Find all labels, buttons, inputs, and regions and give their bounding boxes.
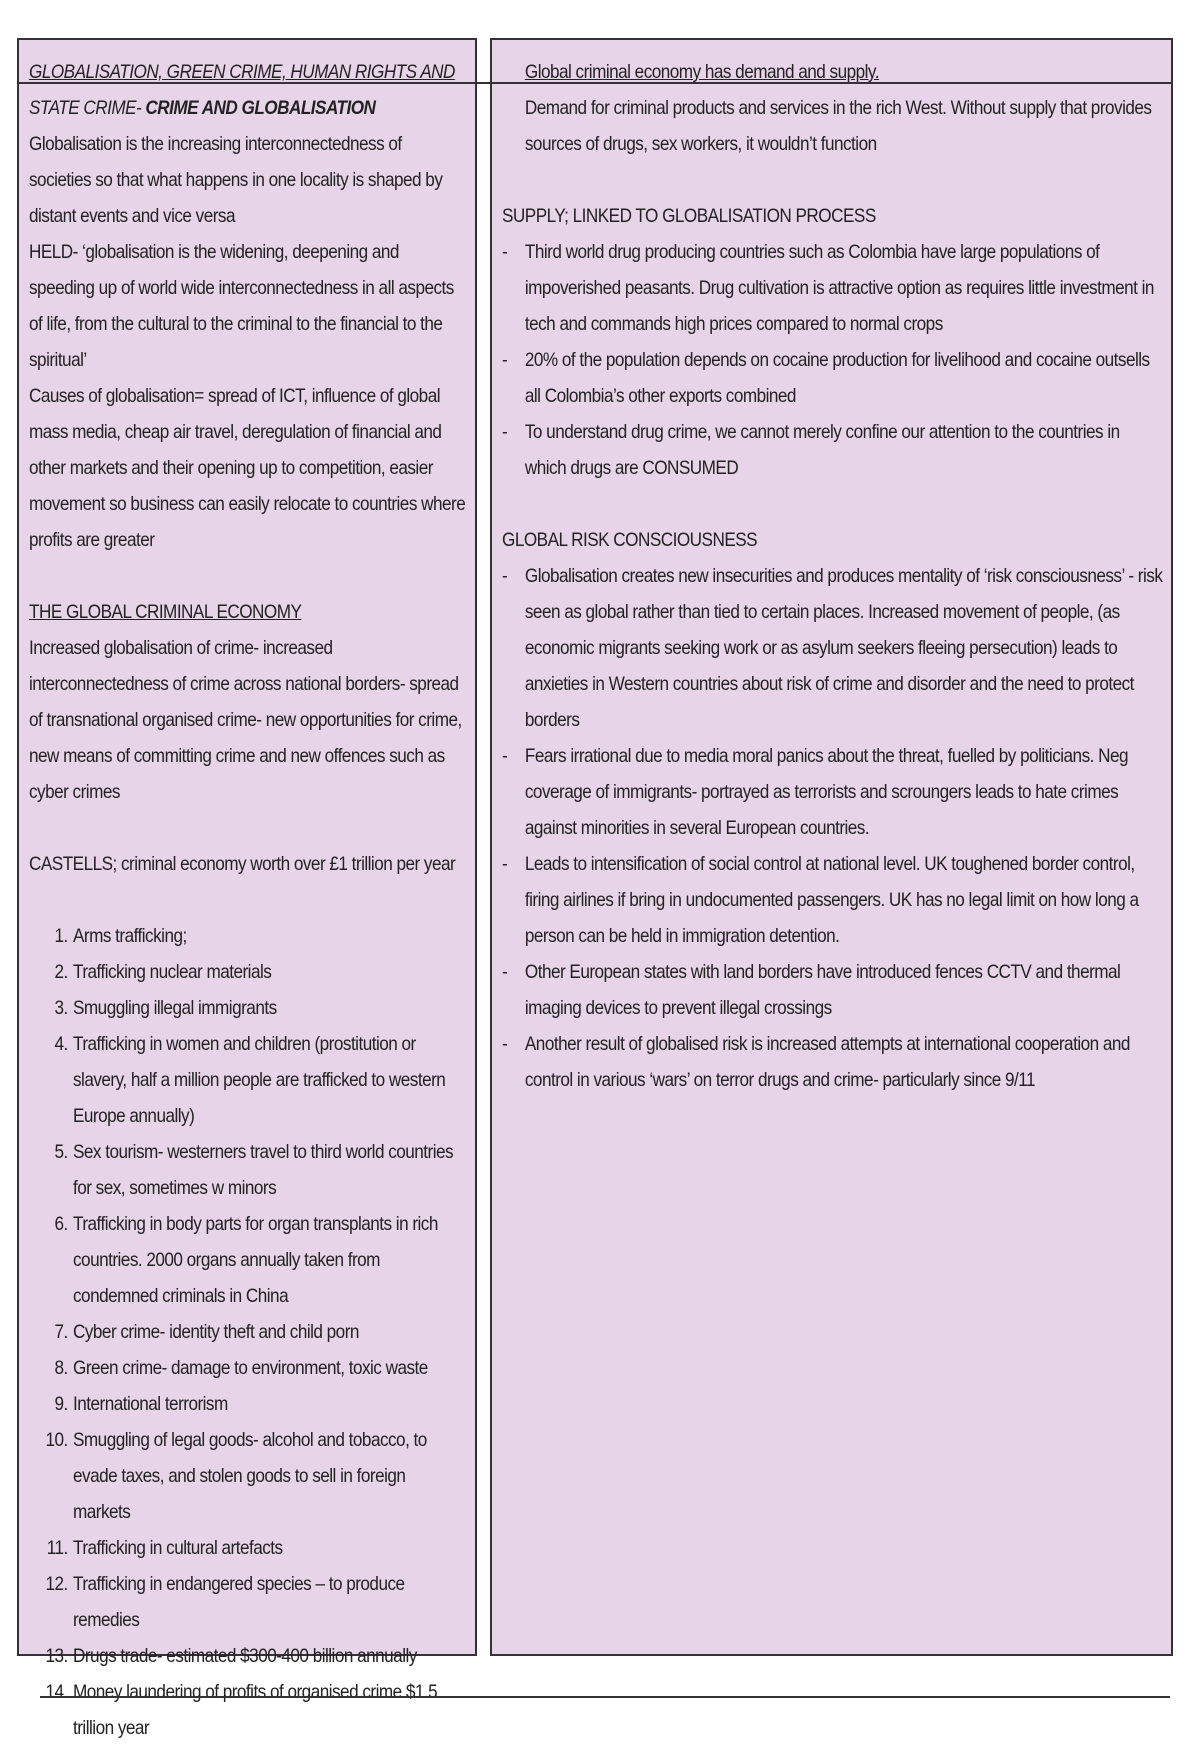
heading-line2	[29, 90, 467, 126]
castells-text: CASTELLS; criminal economy worth over £1 trillion per year	[29, 853, 456, 875]
list-item: - Leads to intensification of social control at national level. UK toughened border control, firing airlines if bring in undocumented passengers. UK has no legal limit on how long a person can be held in immigration detention.	[502, 853, 1139, 947]
list-item: 5. Sex tourism- westerners travel to third world countries for sex, sometimes w minors	[54, 1141, 454, 1199]
list-item: - To understand drug crime, we cannot merely confine our attention to the countries in which drugs are CONSUMED	[502, 421, 1120, 479]
list-item: 9. International terrorism	[54, 1393, 228, 1415]
list-item: - Fears irrational due to media moral panics about the threat, fuelled by politicians. Neg coverage of immigrants- portrayed as terrorists and scroungers leads to hate crimes against minorities in several European countries.	[502, 745, 1128, 839]
list-item: 8. Green crime- damage to environment, toxic waste	[54, 1357, 428, 1379]
risk-list	[502, 558, 1163, 1098]
list-item: - Other European states with land borders have introduced fences CCTV and thermal imaging devices to prevent illegal crossings	[502, 961, 1121, 1019]
list-item: 10. Smuggling of legal goods- alcohol and tobacco, to evade taxes, and stolen goods to sell in foreign markets	[45, 1429, 427, 1523]
list-item: 11. Trafficking in cultural artefacts	[46, 1537, 283, 1559]
causes-of-globalisation: Causes of globalisation= spread of ICT, influence of global mass media, cheap air travel, deregulation of financial and other markets and their opening up to competition, easier movement so business can easily relocate to countries where profits are greater	[29, 385, 466, 551]
risk-heading: GLOBAL RISK CONSCIOUSNESS	[502, 529, 758, 551]
list-item: - Third world drug producing countries such as Colombia have large populations of impoverished peasants. Drug cultivation is attractive option as requires little investment in tech and commands high prices compared to normal crops	[502, 241, 1154, 335]
heading-line1: GLOBALISATION, GREEN CRIME, HUMAN RIGHTS AND	[29, 61, 455, 83]
list-item: 1. Arms trafficking;	[54, 925, 187, 947]
list-item: 3. Smuggling illegal immigrants	[54, 997, 277, 1019]
left-column	[17, 38, 477, 1739]
heading-line2-italic: STATE CRIME-	[29, 97, 146, 119]
header-rule	[17, 82, 1173, 84]
right-column	[490, 38, 1173, 1656]
list-item: 2. Trafficking nuclear materials	[54, 961, 272, 983]
globalisation-definition: Globalisation is the increasing interconnectedness of societies so that what happens in one locality is shaped by distant events and vice versa	[29, 133, 443, 227]
list-item: 4. Trafficking in women and children (prostitution or slavery, half a million people are trafficked to western Europe annually)	[54, 1033, 446, 1127]
list-item: 6. Trafficking in body parts for organ transplants in rich countries. 2000 organs annually taken from condemned criminals in China	[54, 1213, 438, 1307]
intro-text: Demand for criminal products and services in the rich West. Without supply that provides sources of drugs, sex workers, it wouldn’t function	[524, 97, 1152, 155]
list-item: - 20% of the population depends on cocaine production for livelihood and cocaine outsells all Colombia’s other exports combined	[502, 349, 1150, 407]
supply-heading: SUPPLY; LINKED TO GLOBALISATION PROCESS	[502, 205, 876, 227]
list-item: 13. Drugs trade- estimated $300-400 billion annually	[45, 1645, 417, 1667]
list-item: 12. Trafficking in endangered species – to produce remedies	[45, 1573, 405, 1631]
list-item: - Globalisation creates new insecurities and produces mentality of ‘risk consciousness’ - risk seen as global rather than tied to certain places. Increased movement of people, (as economic migrants seeking work or as asylum seekers fleeing persecution) leads to anxieties in Western countries about risk of crime and disorder and the need to protect borders	[502, 565, 1163, 731]
list-item: 14. Money laundering of profits of organised crime $1.5 trillion year	[45, 1681, 438, 1739]
list-item: 7. Cyber crime- identity theft and child porn	[54, 1321, 359, 1343]
intro-underlined: Global criminal economy has demand and supply.	[524, 61, 879, 83]
held-quote: HELD- ‘globalisation is the widening, deepening and speeding up of world wide interconnectedness in all aspects of life, from the cultural to the criminal to the financial to the spiritual’	[29, 241, 454, 371]
list-item: - Another result of globalised risk is increased attempts at international cooperation and control in various ‘wars’ on terror drugs and crime- particularly since 9/11	[502, 1033, 1130, 1091]
heading-line2-bold: CRIME AND GLOBALISATION	[145, 97, 376, 119]
criminal-economy-list	[29, 918, 467, 1746]
supply-list	[502, 234, 1163, 486]
bottom-rule	[40, 1696, 1170, 1698]
economy-heading: THE GLOBAL CRIMINAL ECONOMY	[29, 601, 302, 623]
economy-text: Increased globalisation of crime- increased interconnectedness of crime across national borders- spread of transnational organised crime- new opportunities for crime, new means of committing crime and new offences such as cyber crimes	[29, 637, 462, 803]
